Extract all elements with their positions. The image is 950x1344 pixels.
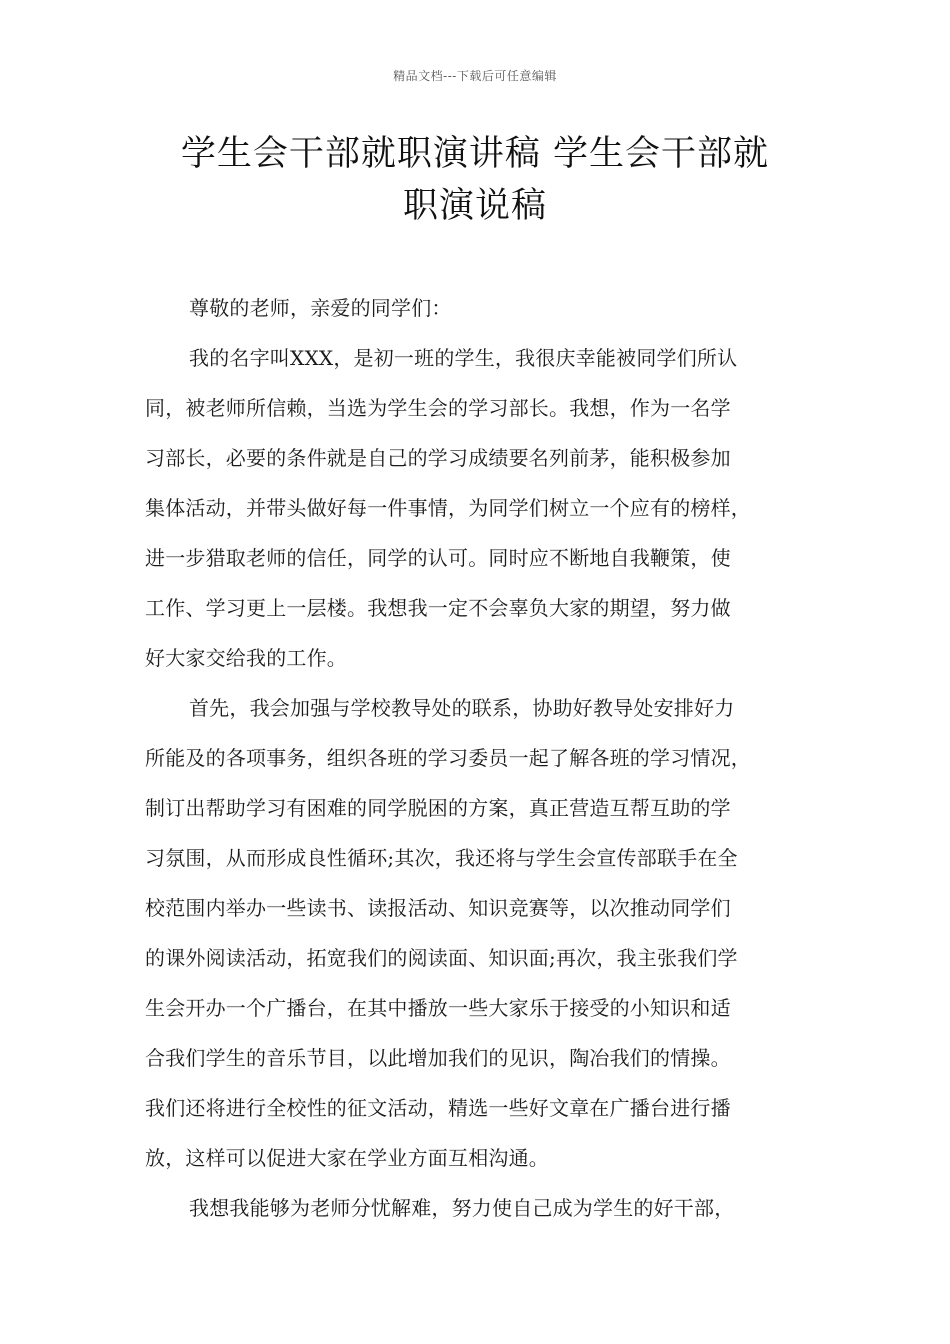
- body-text: [145, 283, 825, 1233]
- paragraph-line: 首先，我会加强与学校教导处的联系，协助好教导处安排好力: [189, 696, 735, 720]
- paragraph-line: 的课外阅读活动，拓宽我们的阅读面、知识面;再次，我主张我们学: [145, 946, 738, 970]
- paragraph-line: 校范围内举办一些读书、读报活动、知识竞赛等，以次推动同学们: [145, 896, 731, 920]
- title-line-1: 学生会干部就职演讲稿 学生会干部就: [180, 134, 770, 174]
- paragraph-line: 我们还将进行全校性的征文活动，精选一些好文章在广播台进行播: [145, 1096, 731, 1120]
- paragraph-line: 合我们学生的音乐节目，以此增加我们的见识，陶冶我们的情操。: [145, 1046, 731, 1070]
- paragraph-line: 放，这样可以促进大家在学业方面互相沟通。: [145, 1146, 549, 1170]
- paragraph-line: 集体活动，并带头做好每一件事情，为同学们树立一个应有的榜样，: [145, 496, 751, 520]
- paragraph-line: 习氛围，从而形成良性循环;其次，我还将与学生会宣传部联手在全: [145, 846, 738, 870]
- paragraph-line: 我的名字叫XXX，是初一班的学生，我很庆幸能被同学们所认: [189, 346, 738, 370]
- paragraph-line: 好大家交给我的工作。: [145, 646, 347, 670]
- paragraph-line: 我想我能够为老师分忧解难，努力使自己成为学生的好干部，: [189, 1196, 735, 1220]
- paragraph-line: 工作、学习更上一层楼。我想我一定不会辜负大家的期望，努力做: [145, 596, 731, 620]
- header-note: 精品文档---下载后可任意编辑: [393, 69, 557, 83]
- paragraph-line: 习部长，必要的条件就是自己的学习成绩要名列前茅，能积极参加: [145, 446, 731, 470]
- paragraph-line: 同，被老师所信赖，当选为学生会的学习部长。我想，作为一名学: [145, 396, 731, 420]
- page-title: [120, 128, 830, 232]
- paragraph-line: 进一步猎取老师的信任，同学的认可。同时应不断地自我鞭策，使: [145, 546, 731, 570]
- paragraph-line: 制订出帮助学习有困难的同学脱困的方案，真正营造互帮互助的学: [145, 796, 731, 820]
- paragraph-line: 所能及的各项事务，组织各班的学习委员一起了解各班的学习情况，: [145, 746, 751, 770]
- title-line-2: 职演说稿: [402, 186, 547, 226]
- paragraph-line: 生会开办一个广播台，在其中播放一些大家乐于接受的小知识和适: [145, 996, 731, 1020]
- salutation-line: 尊敬的老师，亲爱的同学们：: [189, 296, 452, 320]
